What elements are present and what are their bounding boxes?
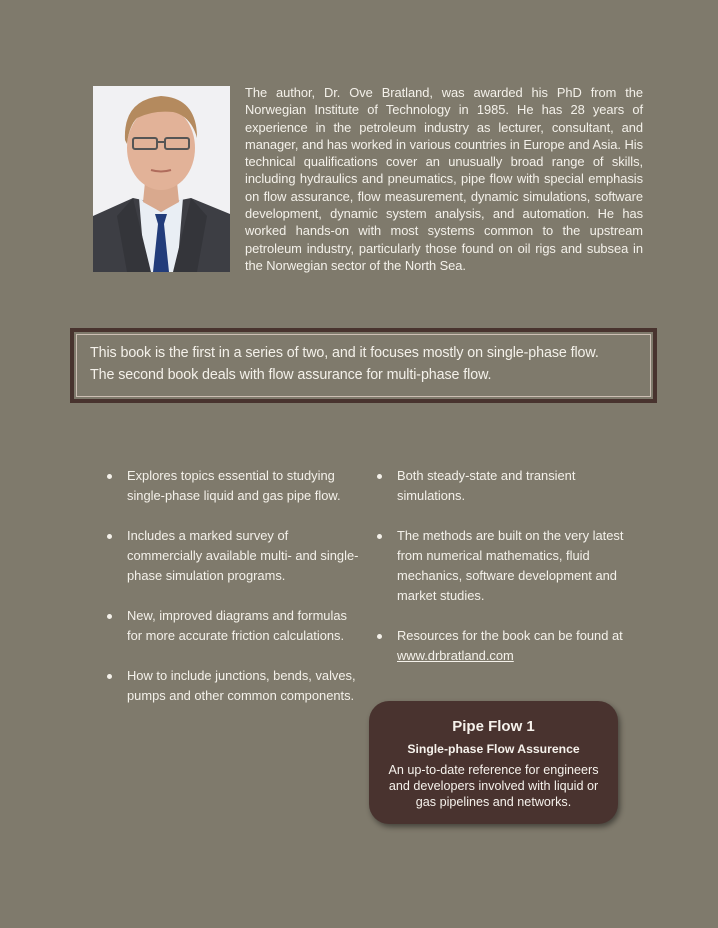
feature-text: Includes a marked survey of commercially available multi- and single-phase simulation programs. [127,528,359,583]
book-info-box [369,701,618,824]
feature-text: How to include junctions, bends, valves, pumps and other common components. [127,668,356,703]
resources-text: Resources for the book can be found at [397,628,623,643]
book-subtitle: Single-phase Flow Assurence [407,742,580,756]
feature-text: New, improved diagrams and formulas for more accurate friction calculations. [127,608,347,643]
book-title: Pipe Flow 1 [452,718,535,735]
feature-item [107,666,362,706]
series-callout [70,328,657,403]
author-photo [93,86,230,272]
features-right-list [377,466,642,686]
feature-text: Explores topics essential to studying single-phase liquid and gas pipe flow. [127,468,341,503]
callout-line-2: The second book deals with flow assurance for multi-phase flow. [90,367,492,383]
bullet-icon [377,634,382,639]
feature-item-resources [377,626,642,666]
features-left-list [107,466,362,726]
feature-text: The methods are built on the very latest from numerical mathematics, fluid mechanics, software development and market studies. [397,528,624,603]
feature-item [107,466,362,506]
feature-item [107,606,362,646]
book-description: An up-to-date reference for engineers and developers involved with liquid or gas pipelines and networks. [388,763,599,809]
feature-item [377,466,642,506]
bullet-icon [377,474,382,479]
bullet-icon [107,674,112,679]
website-link[interactable]: www.drbratland.com [397,648,514,663]
author-bio: The author, Dr. Ove Bratland, was awarded his PhD from the Norwegian Institute of Technology in 1985. He has 28 years of experience in the petroleum industry as lecturer, consultant, and manager, and has worked in various countries in Europe and Asia. His technical qualifications cover an unusually broad range of skills, including hydraulics and pneumatics, pipe flow with special emphasis on flow assurance, flow measurement, dynamic simulations, software development, dynamic system analysis, and automation. He has worked hands-on with most systems common to the upstream petroleum industry, particularly those found on oil rigs and subsea in the Norwegian sector of the North Sea. [245,85,643,273]
feature-text: Both steady-state and transient simulations. [397,468,576,503]
author-portrait-image [93,86,230,272]
bullet-icon [107,474,112,479]
feature-item [107,526,362,586]
bullet-icon [107,534,112,539]
callout-text [90,342,643,386]
feature-item [377,526,642,606]
bullet-icon [377,534,382,539]
callout-line-1: This book is the first in a series of two, and it focuses mostly on single-phase flow. [90,345,599,361]
bullet-icon [107,614,112,619]
